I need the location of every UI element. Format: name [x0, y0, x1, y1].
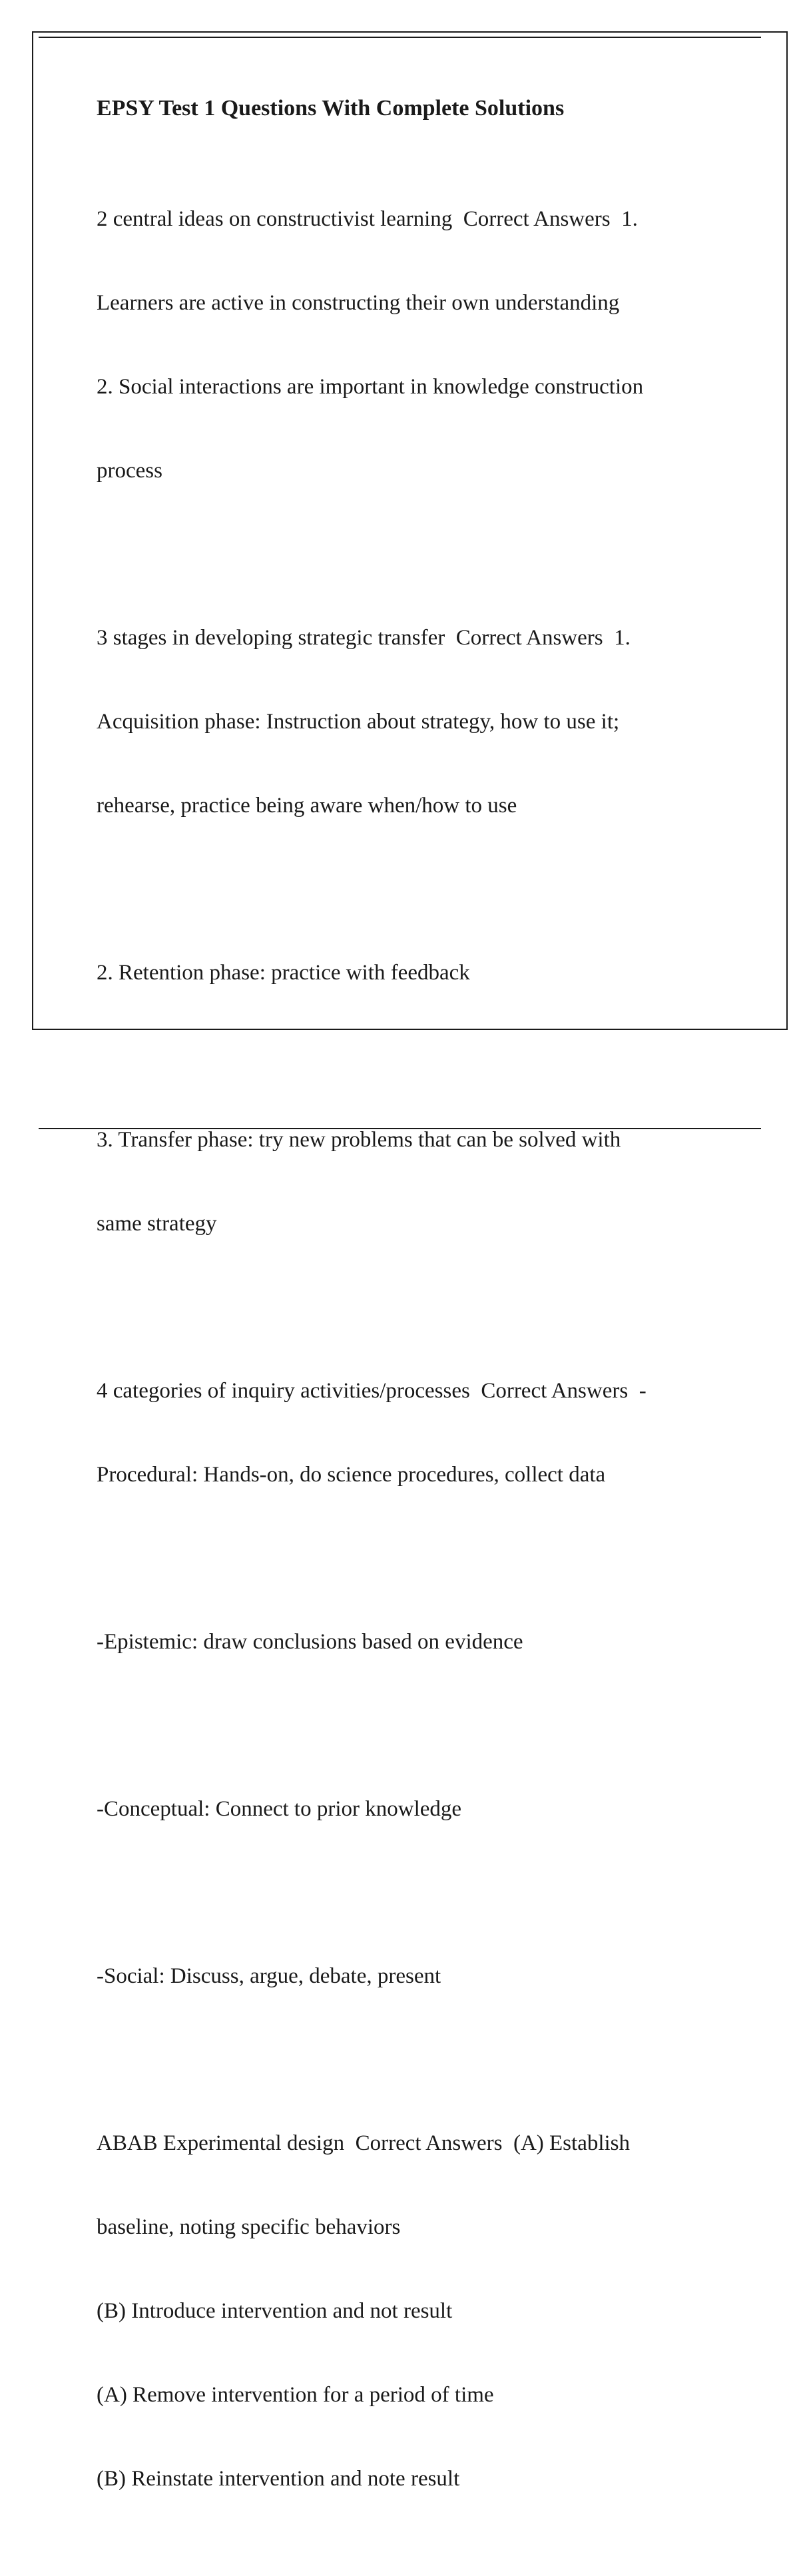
- text-line: baseline, noting specific behaviors: [97, 2215, 401, 2239]
- text-line: Procedural: Hands-on, do science procedures, collect data: [97, 1463, 606, 1487]
- paragraph-epistemic: [97, 1572, 722, 1712]
- document-body: [97, 95, 722, 2576]
- text-line: -Conceptual: Connect to prior knowledge: [97, 1797, 462, 1821]
- text-line: (B) Introduce intervention and not result: [97, 2299, 453, 2323]
- paragraph-inquiry-activities: [97, 1321, 722, 1545]
- text-line: 4 categories of inquiry activities/processes Correct Answers -: [97, 1379, 647, 1403]
- text-line: (B) Reinstate intervention and note result: [97, 2467, 460, 2491]
- paragraph-retention-phase: [97, 903, 722, 1043]
- text-line: 2 central ideas on constructivist learning Correct Answers 1.: [97, 207, 638, 231]
- text-line: ABAB Experimental design Correct Answers (A) Establish: [97, 2131, 631, 2155]
- text-line: 2. Retention phase: practice with feedback: [97, 961, 470, 985]
- header-rule: [39, 37, 761, 38]
- text-line: Learners are active in constructing their own understanding: [97, 291, 620, 315]
- text-line: -Epistemic: draw conclusions based on evidence: [97, 1630, 523, 1654]
- paragraph-social: [97, 1906, 722, 2046]
- text-line: rehearse, practice being aware when/how to use: [97, 794, 517, 818]
- document-title: EPSY Test 1 Questions With Complete Solutions: [97, 96, 565, 121]
- paragraph-transfer-phase: [97, 1070, 722, 1294]
- text-line: -Social: Discuss, argue, debate, present: [97, 1964, 441, 1988]
- text-line: (A) Remove intervention for a period of time: [97, 2383, 494, 2407]
- text-line: 2. Social interactions are important in knowledge construction: [97, 375, 644, 399]
- text-line: process: [97, 459, 162, 483]
- text-line: same strategy: [97, 1212, 217, 1236]
- paragraph-constructivist-learning: [97, 149, 722, 541]
- paragraph-conceptual: [97, 1739, 722, 1879]
- text-line: Acquisition phase: Instruction about strategy, how to use it;: [97, 710, 620, 734]
- text-line: 3. Transfer phase: try new problems that can be solved with: [97, 1128, 621, 1152]
- text-line: 3 stages in developing strategic transfer Correct Answers 1.: [97, 626, 631, 650]
- paragraph-abab-design: [97, 2073, 722, 2549]
- paragraph-strategic-transfer: [97, 568, 722, 876]
